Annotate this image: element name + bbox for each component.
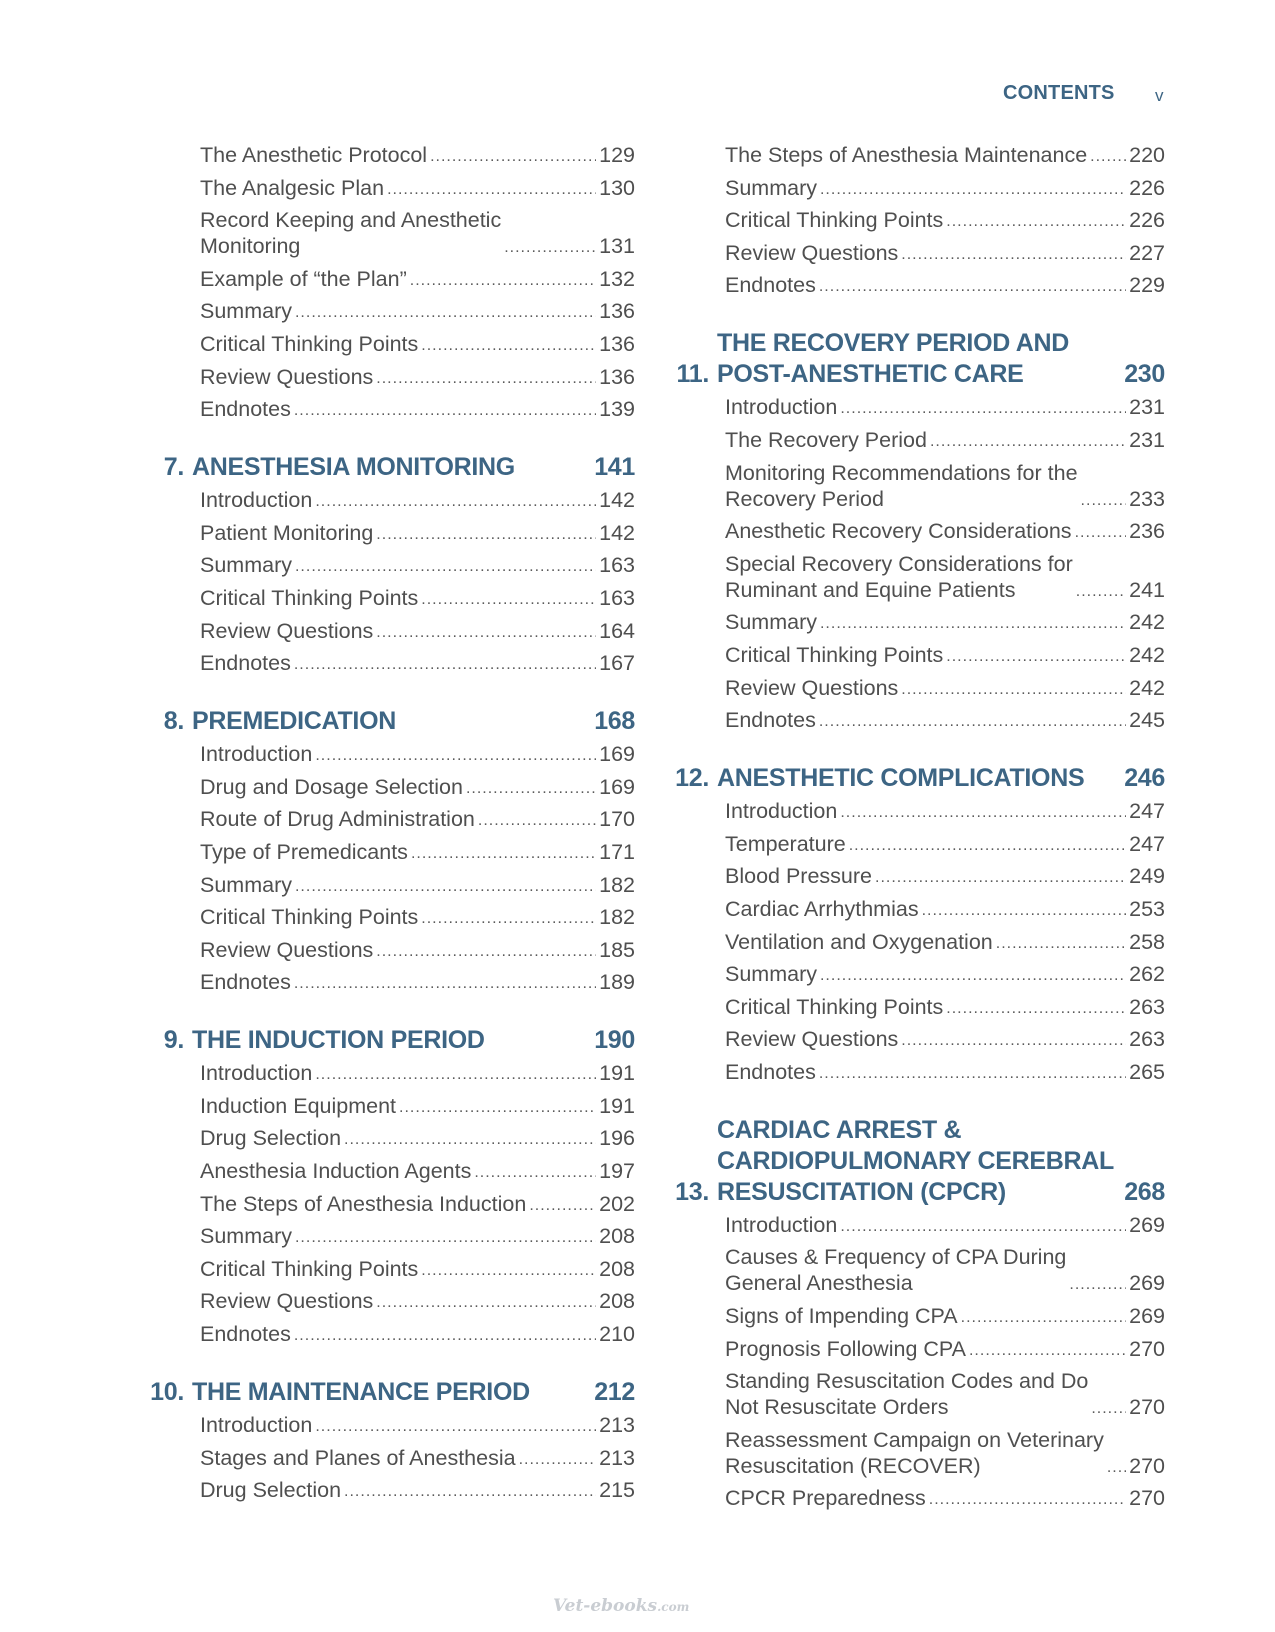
entry-page: 189 [599, 970, 635, 995]
toc-entry[interactable] [725, 207, 1165, 233]
dot-leader [315, 1064, 596, 1086]
entry-page: 136 [599, 331, 635, 356]
dot-leader [840, 802, 1126, 824]
dot-leader [996, 933, 1126, 955]
toc-entry[interactable] [200, 1412, 635, 1438]
toc-entry[interactable] [200, 618, 635, 644]
page-number: v [1155, 86, 1164, 105]
entry-page: 236 [1129, 519, 1165, 544]
entry-title: Review Questions [725, 675, 899, 700]
dot-leader [504, 237, 596, 259]
entry-page: 208 [599, 1224, 635, 1249]
chapter-heading[interactable] [670, 328, 1165, 390]
entry-page: 136 [599, 299, 635, 324]
toc-entry[interactable] [200, 1223, 635, 1249]
dot-leader [820, 965, 1126, 987]
entry-page: 208 [599, 1256, 635, 1281]
entry-title: Cardiac Arrhythmias [725, 896, 919, 921]
toc-entry[interactable] [200, 142, 635, 168]
dot-leader [295, 876, 596, 898]
dot-leader [376, 1292, 596, 1314]
entry-page: 169 [599, 742, 635, 767]
entry-title: Summary [200, 299, 292, 324]
toc-entry[interactable] [725, 831, 1165, 857]
toc-entry[interactable] [200, 650, 635, 676]
entry-page: 129 [599, 143, 635, 167]
toc-entry[interactable] [725, 1026, 1165, 1052]
dot-leader [294, 654, 596, 676]
entry-page: 270 [1129, 1453, 1165, 1478]
toc-entry[interactable] [200, 585, 635, 611]
toc-entry[interactable] [200, 806, 635, 832]
entry-title: The Anesthetic Protocol [200, 143, 428, 167]
entry-title: Blood Pressure [725, 864, 872, 889]
entry-page: 269 [1129, 1212, 1165, 1237]
dot-leader [1090, 146, 1126, 168]
entry-page: 226 [1129, 208, 1165, 233]
entry-page: 245 [1129, 708, 1165, 733]
toc-entry[interactable] [725, 1059, 1165, 1085]
entry-title: Review Questions [200, 1289, 374, 1314]
entry-title: Introduction [725, 799, 838, 824]
dot-leader [529, 1195, 596, 1217]
toc-entry[interactable] [200, 969, 635, 995]
entry-title: The Recovery Period [725, 427, 927, 452]
entry-title: Critical Thinking Points [200, 1256, 419, 1281]
entry-title: Critical Thinking Points [200, 331, 419, 356]
dot-leader [1075, 522, 1127, 544]
entry-title: The Steps of Anesthesia Induction [200, 1191, 527, 1216]
toc-entry[interactable] [725, 1485, 1165, 1511]
chapter-number: 13. [675, 1177, 709, 1206]
entry-title: CPCR Preparedness [725, 1486, 926, 1511]
entry-page: 242 [1129, 675, 1165, 700]
dot-leader [820, 613, 1126, 635]
toc-entry[interactable] [725, 1368, 1165, 1420]
dot-leader [946, 646, 1126, 668]
entry-title: Summary [725, 610, 817, 635]
dot-leader [820, 179, 1126, 201]
dot-leader [946, 211, 1126, 233]
entry-title: Prognosis Following CPA [725, 1336, 966, 1361]
entry-page: 163 [599, 553, 635, 578]
dot-leader [478, 810, 596, 832]
entry-page: 136 [599, 364, 635, 389]
entry-page: 171 [599, 839, 635, 864]
chapter-page: 212 [594, 1378, 635, 1407]
chapter-heading[interactable] [670, 1115, 1165, 1208]
chapter-number: 11. [676, 360, 709, 389]
dot-leader [294, 1325, 596, 1347]
dot-leader [421, 589, 596, 611]
toc-entry[interactable] [200, 774, 635, 800]
toc-entry[interactable] [200, 839, 635, 865]
entry-title: Endnotes [200, 1322, 291, 1347]
dot-leader [294, 973, 596, 995]
dot-leader [387, 179, 596, 201]
entry-title: Patient Monitoring [200, 520, 374, 545]
entry-page: 263 [1129, 1027, 1165, 1052]
entry-title: Introduction [200, 488, 313, 513]
toc-entry[interactable] [200, 331, 635, 357]
entry-title: Anesthesia Induction Agents [200, 1159, 472, 1184]
toc-entry[interactable] [725, 1427, 1165, 1479]
entry-title: Causes & Frequency of CPA During General Anesthesia [725, 1245, 1067, 1296]
dot-leader [376, 941, 596, 963]
toc-entry[interactable] [200, 396, 635, 422]
toc-entry[interactable] [725, 551, 1165, 603]
entry-title: Endnotes [200, 970, 291, 995]
toc-entry[interactable] [725, 394, 1165, 420]
entry-title: Signs of Impending CPA [725, 1304, 958, 1329]
entry-page: 269 [1129, 1304, 1165, 1329]
entry-page: 164 [599, 618, 635, 643]
toc-entry[interactable] [200, 872, 635, 898]
entry-title: Temperature [725, 831, 846, 856]
toc-entry[interactable] [200, 904, 635, 930]
entry-title: Special Recovery Considerations for Ruminant and Equine Patients [725, 551, 1073, 602]
chapter-number: 12. [675, 764, 709, 793]
entry-page: 229 [1129, 273, 1165, 298]
entry-page: 197 [599, 1159, 635, 1184]
entry-page: 191 [599, 1061, 635, 1086]
chapter-page: 168 [594, 707, 635, 736]
dot-leader [410, 270, 596, 292]
entry-page: 258 [1129, 929, 1165, 954]
toc-entry[interactable] [725, 896, 1165, 922]
entry-title: Endnotes [725, 1059, 816, 1084]
dot-leader [901, 679, 1126, 701]
entry-title: Summary [200, 553, 292, 578]
toc-entry[interactable] [200, 175, 635, 201]
chapter-number: 10. [150, 1378, 184, 1407]
toc-entry[interactable] [725, 518, 1165, 544]
toc-entry[interactable] [725, 427, 1165, 453]
entry-page: 262 [1129, 962, 1165, 987]
entry-page: 249 [1129, 864, 1165, 889]
toc-entry[interactable] [200, 1060, 635, 1086]
entry-title: Review Questions [200, 364, 374, 389]
dot-leader [344, 1481, 596, 1503]
toc-entry[interactable] [725, 272, 1165, 298]
entry-title: Review Questions [200, 937, 374, 962]
dot-leader [430, 146, 596, 168]
entry-title: The Analgesic Plan [200, 175, 385, 200]
dot-leader [930, 431, 1126, 453]
toc-entry[interactable] [200, 1288, 635, 1314]
dot-leader [399, 1097, 596, 1119]
dot-leader [922, 900, 1127, 922]
toc-entry[interactable] [200, 207, 635, 259]
entry-page: 130 [599, 175, 635, 200]
entry-title: Critical Thinking Points [725, 208, 944, 233]
toc-entry[interactable] [725, 929, 1165, 955]
entry-page: 213 [599, 1445, 635, 1470]
toc-entry[interactable] [200, 520, 635, 546]
dot-leader [1081, 490, 1127, 512]
dot-leader [901, 1030, 1126, 1052]
dot-leader [849, 835, 1126, 857]
entry-page: 163 [599, 585, 635, 610]
entry-title: Drug Selection [200, 1478, 342, 1503]
entry-title: Summary [200, 872, 292, 897]
entry-page: 202 [599, 1191, 635, 1216]
toc-entry[interactable] [725, 675, 1165, 701]
entry-page: 132 [599, 266, 635, 291]
chapter-page: 246 [1124, 764, 1165, 793]
dot-leader [819, 711, 1126, 733]
chapter-page: 190 [594, 1026, 635, 1055]
entry-title: Critical Thinking Points [725, 994, 944, 1019]
entry-page: 247 [1129, 799, 1165, 824]
entry-page: 242 [1129, 642, 1165, 667]
dot-leader [421, 908, 596, 930]
entry-page: 270 [1129, 1395, 1165, 1420]
dot-leader [411, 843, 596, 865]
chapter-title: ANESTHETIC COMPLICATIONS [717, 764, 1085, 793]
entry-title: Introduction [200, 1413, 313, 1438]
toc-entry[interactable] [725, 1244, 1165, 1296]
toc-entry[interactable] [725, 994, 1165, 1020]
dot-leader [421, 335, 596, 357]
dot-leader [315, 1416, 596, 1438]
entry-title: Stages and Planes of Anesthesia [200, 1445, 516, 1470]
toc-entry[interactable] [200, 487, 635, 513]
chapter-heading[interactable] [145, 706, 635, 737]
dot-leader [946, 998, 1126, 1020]
toc-entry[interactable] [725, 175, 1165, 201]
dot-leader [376, 524, 596, 546]
dot-leader [1091, 1398, 1126, 1420]
entry-title: Endnotes [725, 273, 816, 298]
entry-page: 247 [1129, 831, 1165, 856]
entry-page: 226 [1129, 175, 1165, 200]
entry-title: Review Questions [725, 240, 899, 265]
entry-page: 139 [599, 397, 635, 422]
dot-leader [961, 1307, 1126, 1329]
entry-title: Induction Equipment [200, 1093, 397, 1118]
dot-leader [295, 556, 596, 578]
dot-leader [315, 745, 596, 767]
entry-title: The Steps of Anesthesia Maintenance [725, 143, 1088, 167]
entry-title: Anesthetic Recovery Considerations [725, 519, 1072, 544]
entry-page: 196 [599, 1126, 635, 1151]
entry-title: Drug and Dosage Selection [200, 774, 463, 799]
entry-title: Review Questions [725, 1027, 899, 1052]
toc-entry[interactable] [725, 240, 1165, 266]
entry-title: Summary [200, 1224, 292, 1249]
toc-entry[interactable] [725, 863, 1165, 889]
toc-entry[interactable] [200, 552, 635, 578]
entry-title: Introduction [725, 395, 838, 420]
entry-page: 208 [599, 1289, 635, 1314]
running-head: CONTENTS [1003, 82, 1115, 104]
toc-entry[interactable] [200, 1445, 635, 1471]
dot-leader [295, 1227, 596, 1249]
dot-leader [1069, 1274, 1126, 1296]
entry-title: Critical Thinking Points [200, 585, 419, 610]
entry-title: Standing Resuscitation Codes and Do Not Resuscitate Orders [725, 1369, 1089, 1420]
chapter-title: PREMEDICATION [192, 707, 396, 736]
chapter-number: 7. [163, 453, 184, 482]
toc-entry[interactable] [725, 707, 1165, 733]
dot-leader [315, 491, 596, 513]
entry-page: 142 [599, 488, 635, 513]
entry-page: 182 [599, 872, 635, 897]
entry-title: Critical Thinking Points [725, 642, 944, 667]
toc-entry[interactable] [200, 1093, 635, 1119]
entry-title: Drug Selection [200, 1126, 342, 1151]
entry-page: 241 [1129, 577, 1165, 602]
entry-title: Monitoring Recommendations for the Recovery Period [725, 460, 1078, 511]
chapter-title: THE RECOVERY PERIOD AND POST-ANESTHETIC CARE [717, 329, 1069, 389]
entry-page: 270 [1129, 1336, 1165, 1361]
dot-leader [376, 368, 596, 390]
entry-page: 185 [599, 937, 635, 962]
dot-leader [519, 1449, 597, 1471]
entry-page: 233 [1129, 486, 1165, 511]
entry-title: Summary [725, 962, 817, 987]
dot-leader [901, 244, 1126, 266]
entry-title: Endnotes [200, 397, 291, 422]
toc-right-column [670, 142, 1165, 1518]
entry-title: Summary [725, 175, 817, 200]
entry-page: 263 [1129, 994, 1165, 1019]
dot-leader [819, 276, 1126, 298]
chapter-page: 230 [1124, 360, 1165, 389]
entry-title: Type of Premedicants [200, 839, 408, 864]
chapter-heading[interactable] [145, 452, 635, 483]
chapter-heading[interactable] [145, 1025, 635, 1056]
dot-leader [376, 622, 596, 644]
entry-title: Introduction [200, 742, 313, 767]
entry-page: 227 [1129, 240, 1165, 265]
chapter-heading[interactable] [145, 1377, 635, 1408]
entry-page: 231 [1129, 395, 1165, 420]
entry-page: 215 [599, 1478, 635, 1503]
dot-leader [295, 302, 596, 324]
toc-entry[interactable] [725, 1336, 1165, 1362]
entry-title: Ventilation and Oxygenation [725, 929, 993, 954]
entry-title: Reassessment Campaign on Veterinary Resuscitation (RECOVER) [725, 1427, 1104, 1478]
dot-leader [1076, 581, 1126, 603]
entry-page: 182 [599, 905, 635, 930]
chapter-number: 8. [163, 707, 184, 736]
toc-entry[interactable] [200, 298, 635, 324]
chapter-title: THE INDUCTION PERIOD [192, 1026, 485, 1055]
dot-leader [294, 400, 596, 422]
entry-title: Endnotes [725, 708, 816, 733]
toc-entry[interactable] [725, 961, 1165, 987]
entry-title: Introduction [725, 1212, 838, 1237]
entry-page: 210 [599, 1322, 635, 1347]
chapter-title: THE MAINTENANCE PERIOD [192, 1378, 530, 1407]
dot-leader [969, 1340, 1126, 1362]
toc-entry[interactable] [200, 1158, 635, 1184]
toc-entry[interactable] [200, 1125, 635, 1151]
toc-entry[interactable] [200, 937, 635, 963]
dot-leader [344, 1129, 596, 1151]
entry-title: Introduction [200, 1061, 313, 1086]
toc-entry[interactable] [200, 1191, 635, 1217]
entry-page: 169 [599, 774, 635, 799]
entry-page: 242 [1129, 610, 1165, 635]
entry-title: Route of Drug Administration [200, 807, 475, 832]
dot-leader [840, 398, 1126, 420]
entry-page: 167 [599, 651, 635, 676]
chapter-page: 268 [1124, 1177, 1165, 1206]
entry-page: 253 [1129, 896, 1165, 921]
entry-page: 170 [599, 807, 635, 832]
toc-entry[interactable] [725, 142, 1165, 168]
dot-leader [474, 1162, 596, 1184]
entry-title: Review Questions [200, 618, 374, 643]
entry-page: 131 [599, 234, 635, 259]
entry-page: 231 [1129, 427, 1165, 452]
entry-page: 265 [1129, 1059, 1165, 1084]
dot-leader [819, 1063, 1126, 1085]
chapter-heading[interactable] [670, 763, 1165, 794]
entry-page: 191 [599, 1093, 635, 1118]
toc-left-column [145, 142, 635, 1510]
entry-page: 269 [1129, 1271, 1165, 1296]
chapter-page: 141 [594, 453, 635, 482]
dot-leader [466, 778, 596, 800]
toc-entry[interactable] [200, 1321, 635, 1347]
watermark-logo: Vet-ebooks.com [553, 1596, 690, 1616]
toc-entry[interactable] [725, 642, 1165, 668]
entry-page: 270 [1129, 1486, 1165, 1511]
toc-entry[interactable] [200, 1256, 635, 1282]
toc-entry[interactable] [725, 1212, 1165, 1238]
entry-page: 220 [1129, 143, 1165, 167]
toc-entry[interactable] [725, 460, 1165, 512]
entry-page: 142 [599, 520, 635, 545]
dot-leader [929, 1489, 1126, 1511]
toc-entry[interactable] [200, 741, 635, 767]
toc-entry[interactable] [725, 798, 1165, 824]
toc-entry[interactable] [725, 609, 1165, 635]
toc-entry[interactable] [725, 1303, 1165, 1329]
entry-title: Example of “the Plan” [200, 266, 407, 291]
chapter-title: ANESTHESIA MONITORING [192, 453, 515, 482]
dot-leader [840, 1216, 1126, 1238]
dot-leader [875, 867, 1126, 889]
chapter-title: CARDIAC ARREST & CARDIOPULMONARY CEREBRAL RESUSCITATION (CPCR) [717, 1115, 1114, 1206]
chapter-number: 9. [163, 1026, 184, 1055]
dot-leader [1107, 1457, 1126, 1479]
entry-title: Endnotes [200, 651, 291, 676]
toc-entry[interactable] [200, 364, 635, 390]
entry-title: Critical Thinking Points [200, 905, 419, 930]
toc-entry[interactable] [200, 266, 635, 292]
entry-page: 213 [599, 1413, 635, 1438]
dot-leader [421, 1260, 596, 1282]
toc-entry[interactable] [200, 1477, 635, 1503]
entry-title: Record Keeping and Anesthetic Monitoring [200, 208, 502, 259]
